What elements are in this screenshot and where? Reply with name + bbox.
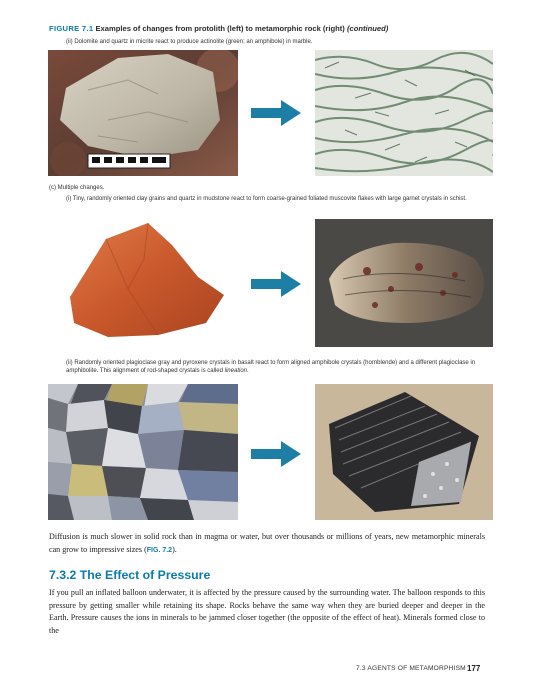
arrow-right-icon bbox=[251, 441, 301, 467]
caption-b-ii: (ii) Dolomite and quartz in micrite react to produce actinolite (green; an amphibole) in marble. bbox=[66, 39, 313, 45]
figure-continued: (continued) bbox=[346, 24, 389, 33]
caption-c: (c) Multiple changes. bbox=[49, 185, 105, 191]
photo-basalt-thin-section bbox=[48, 384, 238, 520]
photo-mudstone bbox=[48, 219, 238, 347]
paragraph-diffusion-end: ). bbox=[172, 544, 177, 554]
page-number: 177 bbox=[467, 664, 481, 673]
figure-title-text: Examples of changes from protolith (left) to metamorphic rock (right) bbox=[95, 24, 345, 33]
photo-marble bbox=[315, 50, 493, 176]
figure-title bbox=[49, 24, 388, 33]
section-title: The Effect of Pressure bbox=[79, 568, 211, 582]
caption-c-ii-end: . bbox=[247, 368, 249, 374]
section-heading bbox=[49, 568, 210, 582]
running-head: 7.3 AGENTS OF METAMORPHISM bbox=[356, 665, 466, 672]
arrow-right-icon bbox=[251, 100, 301, 126]
paragraph-pressure: If you pull an inflated balloon underwater, it is affected by the pressure caused by the surrounding water. The balloon responds to this pressure by getting smaller while retaining its shape. Rocks behave the same way when they are buried deeper and deeper in the Earth. Pressure causes the ions in minerals to be jammed closer together (the opposite of the effect of heat). Minerals formed close to the bbox=[49, 588, 485, 635]
section-number: 7.3.2 bbox=[49, 568, 77, 582]
photo-micrite-protolith bbox=[48, 50, 238, 176]
paragraph-diffusion-text: Diffusion is much slower in solid rock than in magma or water, but over thousands or millions of years, new metamorphic minerals can grow to impressive sizes ( bbox=[49, 532, 485, 554]
caption-c-i: (i) Tiny, randomly oriented clay grains and quartz in mudstone react to form coarse-grained foliated muscovite flakes with large garnet crystals in schist. bbox=[66, 196, 467, 202]
figure-reference-link[interactable]: FIG. 7.2 bbox=[146, 546, 173, 554]
figure-label: FIGURE 7.1 bbox=[49, 24, 94, 33]
caption-c-ii bbox=[66, 359, 486, 375]
paragraph-diffusion bbox=[49, 531, 485, 557]
arrow-right-icon bbox=[251, 271, 301, 297]
caption-c-ii-text: (ii) Randomly oriented plagioclase gray and pyroxene crystals in basalt react to form aligned amphibole crystals (hornblende) and a different plagioclase in amphibolite. This alignment of rod-shaped crystals is called bbox=[66, 360, 476, 374]
caption-c-ii-term: lineation bbox=[224, 368, 247, 374]
photo-schist bbox=[315, 219, 493, 347]
photo-amphibolite bbox=[315, 384, 493, 520]
scale-bar bbox=[88, 154, 170, 168]
